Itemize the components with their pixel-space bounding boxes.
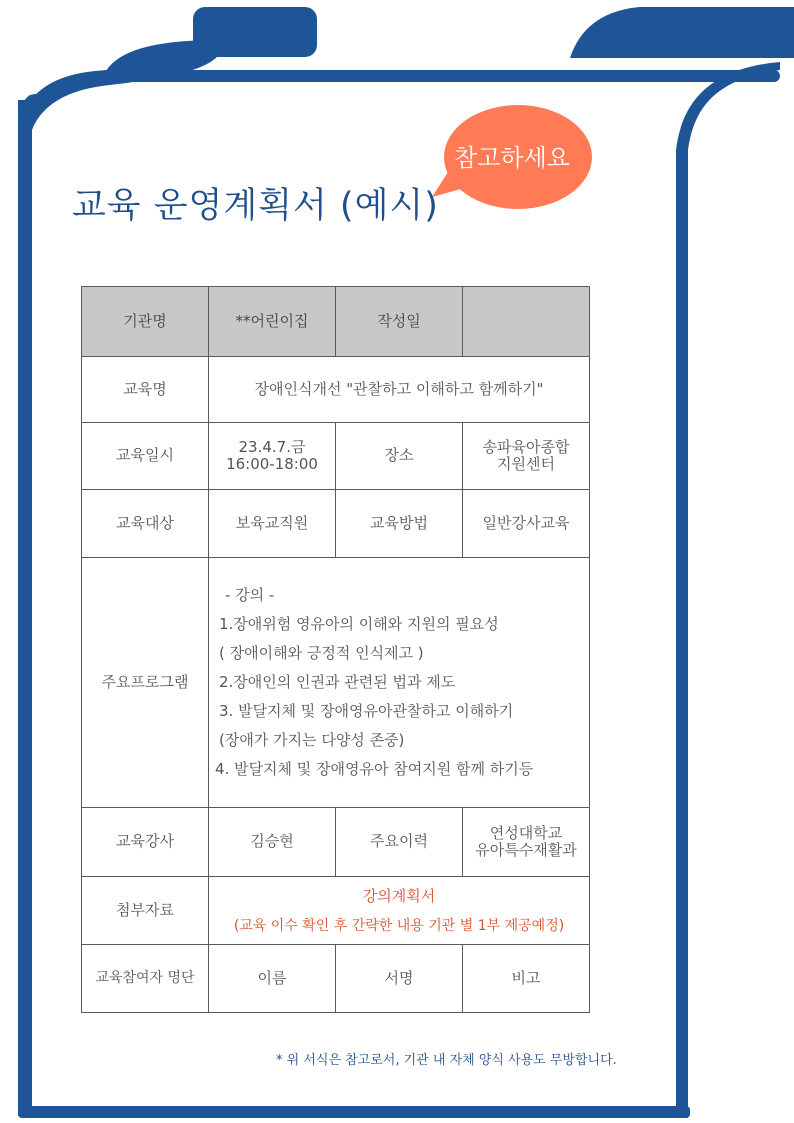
program-content bbox=[209, 558, 590, 808]
instructor-value: 김승현 bbox=[209, 808, 336, 877]
frame-bottom-border bbox=[18, 1106, 690, 1118]
institution-label: 기관명 bbox=[82, 287, 209, 357]
frame-left-border bbox=[18, 100, 30, 1116]
target-value: 보육교직원 bbox=[209, 490, 336, 558]
career-value bbox=[463, 808, 590, 877]
program-line: ( 장애이해와 긍정적 인식제고 ) bbox=[219, 644, 424, 662]
frame-tab-right bbox=[570, 7, 794, 58]
table-row bbox=[82, 423, 590, 490]
table-row bbox=[82, 877, 590, 945]
page-title: 교육 운영계획서 (예시) bbox=[72, 186, 439, 226]
attachment-line2: (교육 이수 확인 후 간략한 내용 기관 별 1부 제공예정) bbox=[233, 917, 565, 934]
career-line1: 연성대학교 bbox=[489, 823, 563, 842]
method-value: 일반강사교육 bbox=[463, 490, 590, 558]
frame-corner-curve bbox=[18, 70, 110, 140]
program-line: 2.장애인의 인권과 관련된 법과 제도 bbox=[219, 673, 456, 691]
schedule-time: 16:00-18:00 bbox=[226, 455, 318, 473]
speech-bubble-label: 참고하세요 bbox=[454, 144, 570, 172]
place-line1: 송파육아종합 bbox=[482, 437, 570, 456]
career-line2: 유아특수재활과 bbox=[475, 841, 577, 859]
frame-top-border bbox=[100, 70, 780, 82]
course-name-value: 장애인식개선 "관찰하고 이해하고 함께하기" bbox=[209, 357, 590, 423]
program-label: 주요프로그램 bbox=[82, 558, 209, 808]
footnote: * 위 서식은 참고로서, 기관 내 자체 양식 사용도 무방합니다. bbox=[276, 1053, 617, 1068]
schedule-label: 교육일시 bbox=[82, 423, 209, 490]
program-line: - 강의 - bbox=[225, 586, 275, 604]
table-row bbox=[82, 357, 590, 423]
participants-note-col: 비고 bbox=[463, 945, 590, 1013]
table-row bbox=[82, 287, 590, 357]
place-label: 장소 bbox=[336, 423, 463, 490]
table-row bbox=[82, 558, 590, 808]
participants-label: 교육참여자 명단 bbox=[82, 945, 209, 1013]
place-value bbox=[463, 423, 590, 490]
table-row bbox=[82, 490, 590, 558]
program-line: 3. 발달지체 및 장애영유아관찰하고 이해하기 bbox=[219, 702, 514, 720]
attachment-line1: 강의계획서 bbox=[362, 886, 436, 905]
course-name-label: 교육명 bbox=[82, 357, 209, 423]
written-date-label: 작성일 bbox=[336, 287, 463, 357]
participants-sign-col: 서명 bbox=[336, 945, 463, 1013]
program-line: 4. 발달지체 및 장애영유아 참여지원 함께 하기등 bbox=[215, 760, 534, 778]
method-label: 교육방법 bbox=[336, 490, 463, 558]
target-label: 교육대상 bbox=[82, 490, 209, 558]
participants-name-col: 이름 bbox=[209, 945, 336, 1013]
schedule-date: 23.4.7.금 bbox=[238, 437, 306, 456]
attachment-label: 첨부자료 bbox=[82, 877, 209, 945]
table-row bbox=[82, 808, 590, 877]
career-label: 주요이력 bbox=[336, 808, 463, 877]
attachment-value bbox=[209, 877, 590, 945]
schedule-value bbox=[209, 423, 336, 490]
institution-value: **어린이집 bbox=[209, 287, 336, 357]
table-row bbox=[82, 945, 590, 1013]
program-line: 1.장애위험 영유아의 이해와 지원의 필요성 bbox=[219, 615, 499, 633]
written-date-value bbox=[463, 287, 590, 357]
plan-table bbox=[81, 286, 590, 1013]
frame-right-curl bbox=[676, 62, 780, 1118]
place-line2: 지원센터 bbox=[497, 455, 555, 473]
instructor-label: 교육강사 bbox=[82, 808, 209, 877]
program-line: (장애가 가지는 다양성 존중) bbox=[219, 731, 405, 749]
